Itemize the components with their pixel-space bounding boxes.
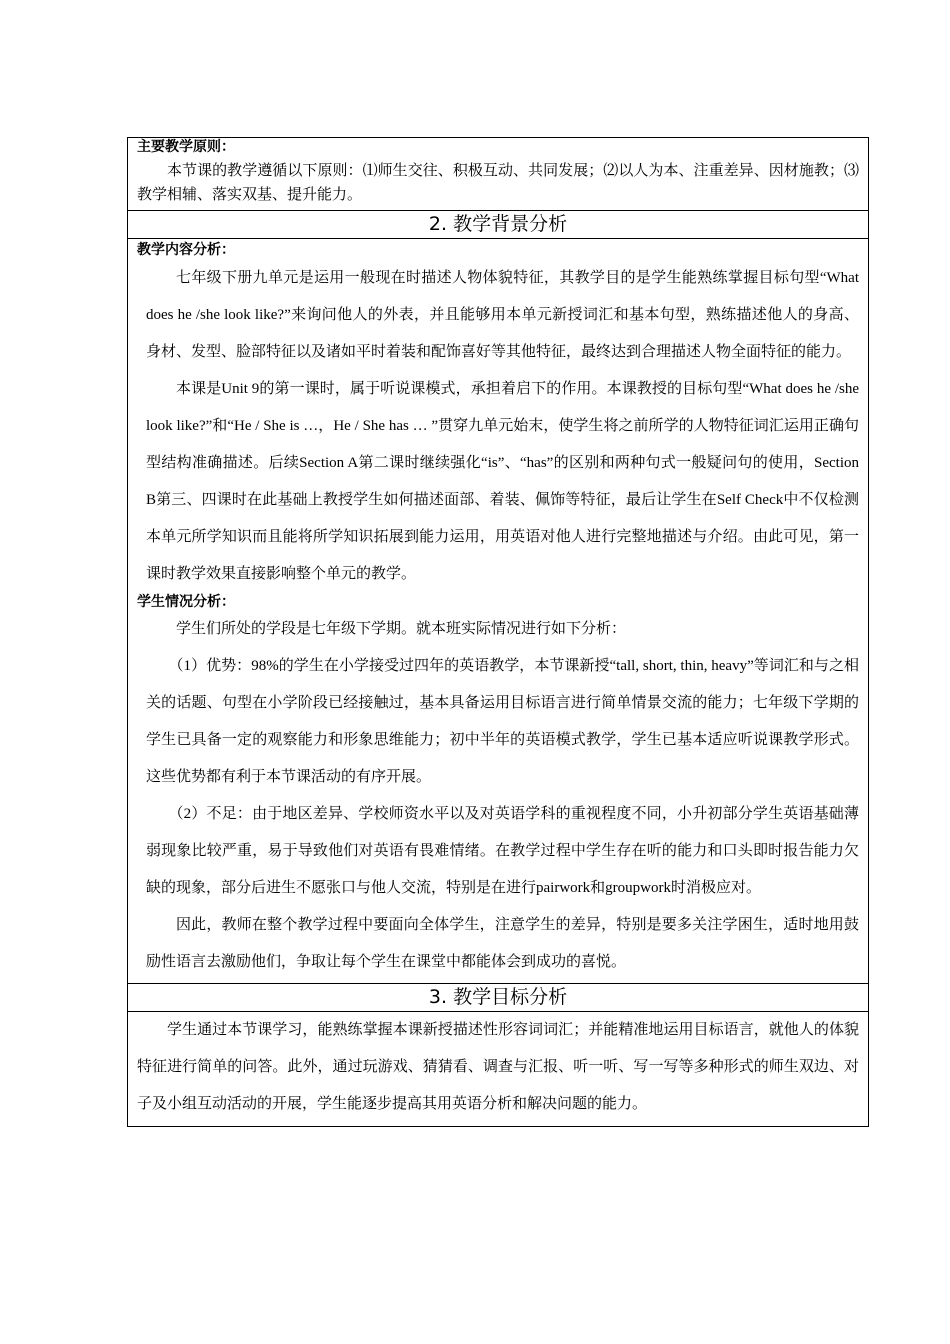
student-paragraph: 因此，教师在整个教学过程中要面向全体学生，注意学生的差异，特别是要多关注学困生，适时地用鼓励性语言去激励他们，争取让每个学生在课堂中都能体会到成功的喜悦。 (146, 917, 859, 970)
objectives-text: 学生通过本节课学习，能熟练掌握本课新授描述性形容词词汇；并能精准地运用目标语言，就他人的体貌特征进行简单的问答。此外，通过玩游戏、猜猜看、调查与汇报、听一听、写一写等多种形式的师生双边、对子及小组互动活动的开展，学生能逐步提高其用英语分析和解决问题的能力。 (137, 1022, 859, 1112)
principles-cell (128, 138, 868, 211)
student-paragraph: 学生们所处的学段是七年级下学期。就本班实际情况进行如下分析： (176, 621, 627, 637)
principles-label: 主要教学原则： (137, 139, 235, 155)
principles-text: 本节课的教学遵循以下原则：⑴师生交往、积极互动、共同发展；⑵以人为本、注重差异、因材施教；⑶教学相辅、落实双基、提升能力。 (137, 163, 859, 203)
objectives-cell (128, 1012, 868, 1126)
background-cell (128, 239, 868, 984)
section-2-title: 2. 教学背景分析 (128, 211, 868, 239)
content-paragraph: 本课是Unit 9的第一课时，属于听说课模式，承担着启下的作用。本课教授的目标句型“What does he /she look like?”和“He / She is …，He / She has … ”贯穿九单元始末，使学生将之前所学的人物特征词汇运用正确句型结构准确描述。后续Section A第二课时继续强化“is”、“has”的区别和两种句式一般疑问句的使用，Section B第三、四课时在此基础上教授学生如何描述面部、着装、佩饰等特征，最后让学生在Self Check中不仅检测本单元所学知识而且能将所学知识拓展到能力运用，用英语对他人进行完整地描述与介绍。由此可见，第一课时教学效果直接影响整个单元的教学。 (146, 381, 859, 582)
content-paragraph: 七年级下册九单元是运用一般现在时描述人物体貌特征，其教学目的是学生能熟练掌握目标句型“What does he /she look like?”来询问他人的外表，并且能够用本单元新授词汇和基本句型，熟练描述他人的身高、身材、发型、脸部特征以及诸如平时着装和配饰喜好等其他特征，最终达到合理描述人物全面特征的能力。 (146, 270, 859, 360)
student-analysis-label: 学生情况分析： (137, 594, 235, 610)
section-3-title: 3. 教学目标分析 (128, 984, 868, 1012)
student-paragraph: （2）不足：由于地区差异、学校师资水平以及对英语学科的重视程度不同，小升初部分学生英语基础薄弱现象比较严重，易于导致他们对英语有畏难情绪。在教学过程中学生存在听的能力和口头即时报告能力欠缺的现象，部分后进生不愿张口与他人交流，特别是在进行pairwork和groupwork时消极应对。 (146, 806, 859, 896)
content-analysis-label: 教学内容分析： (137, 242, 235, 258)
lesson-plan-table (127, 137, 869, 1127)
student-paragraph: （1）优势：98%的学生在小学接受过四年的英语教学，本节课新授“tall, short, thin, heavy”等词汇和与之相关的话题、句型在小学阶段已经接触过，基本具备运用目标语言进行简单情景交流的能力；七年级下学期的学生已具备一定的观察能力和形象思维能力；初中半年的英语模式教学，学生已基本适应听说课教学形式。这些优势都有利于本节课活动的有序开展。 (146, 658, 859, 785)
